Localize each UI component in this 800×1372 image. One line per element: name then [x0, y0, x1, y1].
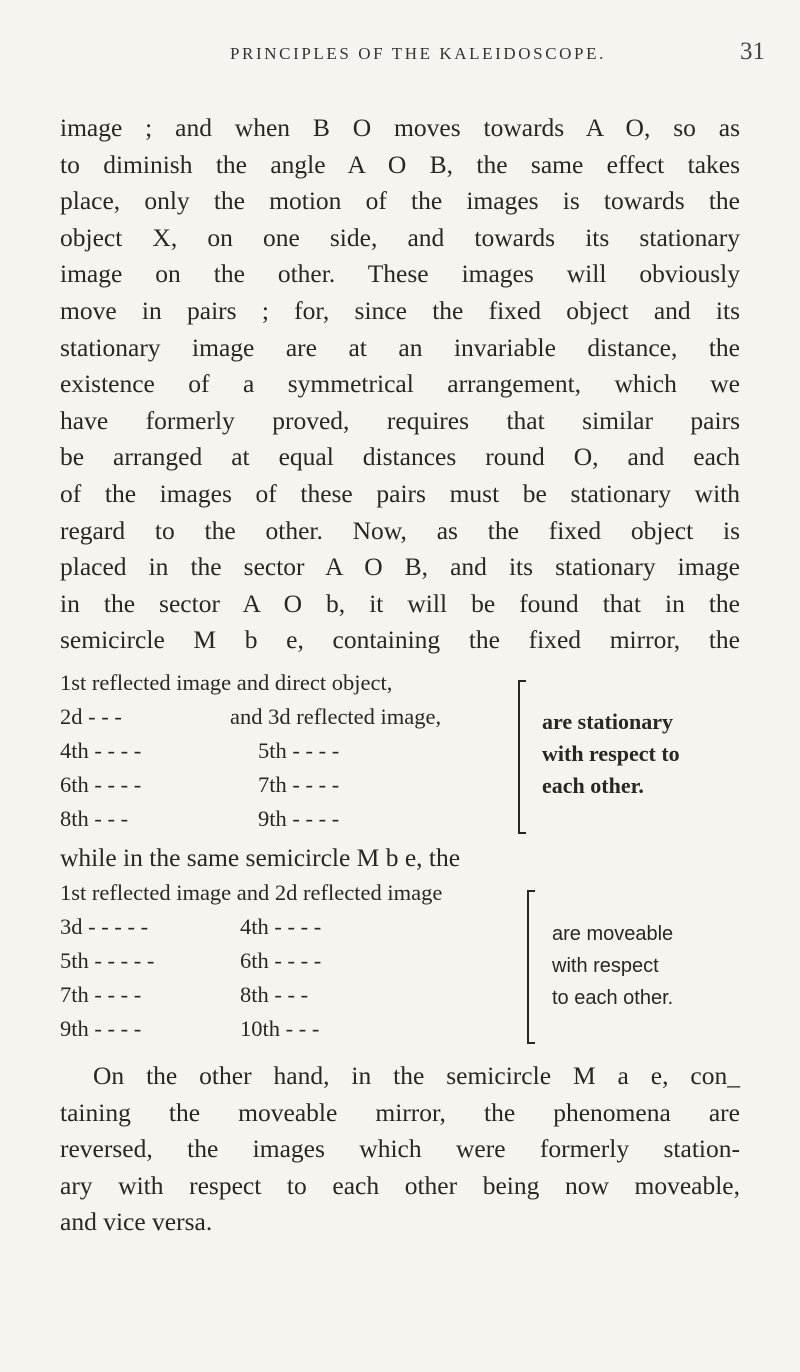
- table-cell: 4th - - - -: [240, 914, 322, 939]
- table-row: [60, 670, 392, 696]
- brace-label-line: to each other.: [552, 987, 674, 1009]
- text-line: while in the same semicircle M b e, the: [60, 843, 461, 872]
- text-line: be arranged at equal distances round O, and each: [60, 442, 740, 472]
- table-cell: 5th - - - -: [258, 738, 340, 763]
- text-line: regard to the other. Now, as the fixed object is: [60, 515, 740, 545]
- paragraph-1: [60, 110, 740, 659]
- brace-label-line: with respect to: [542, 741, 680, 766]
- table-cell: 9th - - - -: [258, 806, 340, 831]
- page-number: 31: [740, 38, 765, 65]
- paragraph-3: [60, 1058, 740, 1241]
- table-cell: 9th - - - -: [60, 1016, 142, 1041]
- text-line: image on the other. These images will obviously: [60, 259, 740, 289]
- table-cell: 1st reflected image and direct object,: [60, 670, 393, 695]
- text-line: stationary image are at an invariable distance, the: [60, 332, 740, 362]
- text-line: object X, on one side, and towards its stationary: [60, 222, 740, 252]
- text-line: semicircle M b e, containing the fixed mirror, the: [60, 625, 740, 655]
- text-line: image ; and when B O moves towards A O, so as: [60, 113, 740, 142]
- brace-label: [542, 706, 680, 802]
- table-cell: 5th - - - - -: [60, 948, 155, 973]
- text-line: On the other hand, in the semicircle M a e, con_: [93, 1061, 740, 1090]
- table-cell: and 3d reflected image,: [230, 704, 442, 729]
- curly-brace: [518, 680, 526, 834]
- text-line: existence of a symmetrical arrangement, which we: [60, 369, 740, 399]
- table-row: [60, 880, 442, 906]
- table-cell: 6th - - - -: [240, 948, 322, 973]
- text-line: placed in the sector A O B, and its stationary image: [60, 552, 740, 582]
- table-cell: 10th - - -: [240, 1016, 320, 1041]
- brace-label-line: with respect: [552, 955, 659, 977]
- table-cell: 8th - - -: [60, 806, 129, 831]
- text-line: of the images of these pairs must be stationary with: [60, 478, 740, 508]
- table-cell: 8th - - -: [240, 982, 309, 1007]
- text-line: and vice versa.: [60, 1207, 213, 1237]
- text-line: taining the moveable mirror, the phenomena are: [60, 1097, 740, 1127]
- table-cell: 2d - - -: [60, 704, 122, 729]
- brace-label-line: each other.: [542, 773, 644, 798]
- text-line: ary with respect to each other being now moveable,: [60, 1170, 740, 1200]
- table-cell: 3d - - - - -: [60, 914, 149, 939]
- table-cell: 4th - - - -: [60, 738, 142, 763]
- text-line: move in pairs ; for, since the fixed object and its: [60, 295, 740, 325]
- table-cell: 7th - - - -: [258, 772, 340, 797]
- brace-label: [552, 918, 673, 1014]
- paragraph-2: [60, 840, 740, 877]
- brace-label-line: are moveable: [552, 923, 674, 945]
- text-line: in the sector A O b, it will be found that in the: [60, 588, 740, 618]
- brace-label-line: are stationary: [542, 709, 673, 734]
- text-line: have formerly proved, requires that similar pairs: [60, 405, 740, 435]
- table-cell: 7th - - - -: [60, 982, 142, 1007]
- running-title: PRINCIPLES OF THE KALEIDOSCOPE.: [230, 44, 606, 63]
- text-line: reversed, the images which were formerly station-: [60, 1134, 740, 1164]
- text-line: place, only the motion of the images is towards the: [60, 186, 740, 216]
- curly-brace: [527, 890, 535, 1044]
- text-line: to diminish the angle A O B, the same effect takes: [60, 149, 740, 179]
- table-cell: 1st reflected image and 2d reflected image: [60, 880, 443, 905]
- table-cell: 6th - - - -: [60, 772, 142, 797]
